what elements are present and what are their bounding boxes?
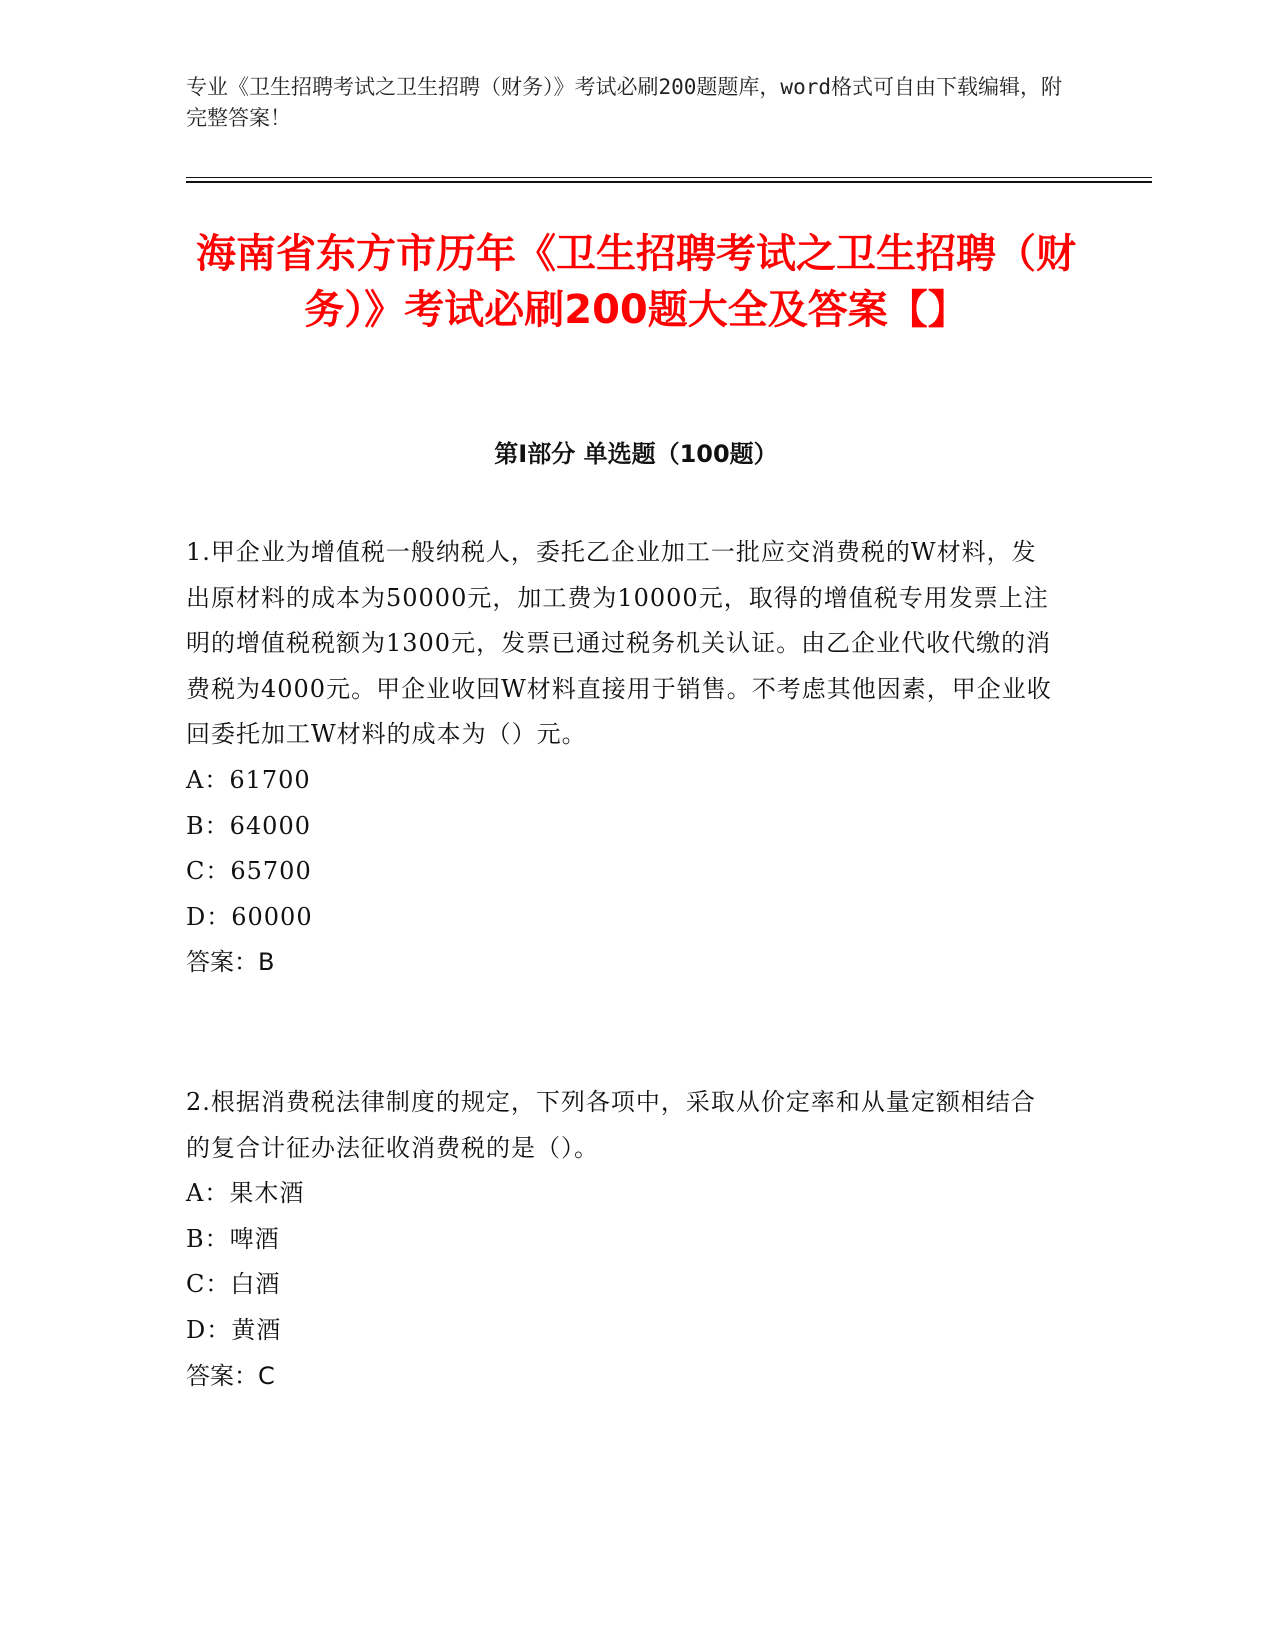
document-title: 海南省东方市历年《卫生招聘考试之卫生招聘（财务）》考试必刷200题大全及答案【】 [196, 231, 1076, 333]
option-a: A：果木酒 [186, 1179, 305, 1208]
question-stem: 2.根据消费税法律制度的规定，下列各项中，采取从价定率和从量定额相结合的复合计征办法征收消费税的是（）。 [186, 1088, 1036, 1162]
answer: 答案：B [186, 948, 275, 977]
question-2 [186, 1080, 1056, 1399]
question-stem: 1.甲企业为增值税一般纳税人，委托乙企业加工一批应交消费税的W材料，发出原材料的成本为50000元，加工费为10000元，取得的增值税专用发票上注明的增值税税额为1300元，发票已通过税务机关认证。由乙企业代收代缴的消费税为4000元。甲企业收回W材料直接用于销售。不考虑其他因素，甲企业收回委托加工W材料的成本为（）元。 [186, 538, 1052, 749]
answer: 答案：C [186, 1361, 275, 1390]
section-heading: 第I部分 单选题（100题） [494, 440, 778, 468]
option-a: A：61700 [186, 765, 311, 794]
header-note: 专业《卫生招聘考试之卫生招聘（财务）》考试必刷200题题库，word格式可自由下载编辑，附完整答案！ [186, 75, 1062, 130]
header-rule-thick [186, 181, 1152, 183]
option-b: B：64000 [186, 811, 311, 840]
header-rule-thin [186, 177, 1152, 178]
option-b: B：啤酒 [186, 1224, 280, 1253]
option-c: C：白酒 [186, 1270, 281, 1299]
option-d: D：60000 [186, 902, 313, 931]
question-1 [186, 530, 1056, 986]
option-d: D：黄酒 [186, 1315, 282, 1344]
option-c: C：65700 [186, 857, 312, 886]
